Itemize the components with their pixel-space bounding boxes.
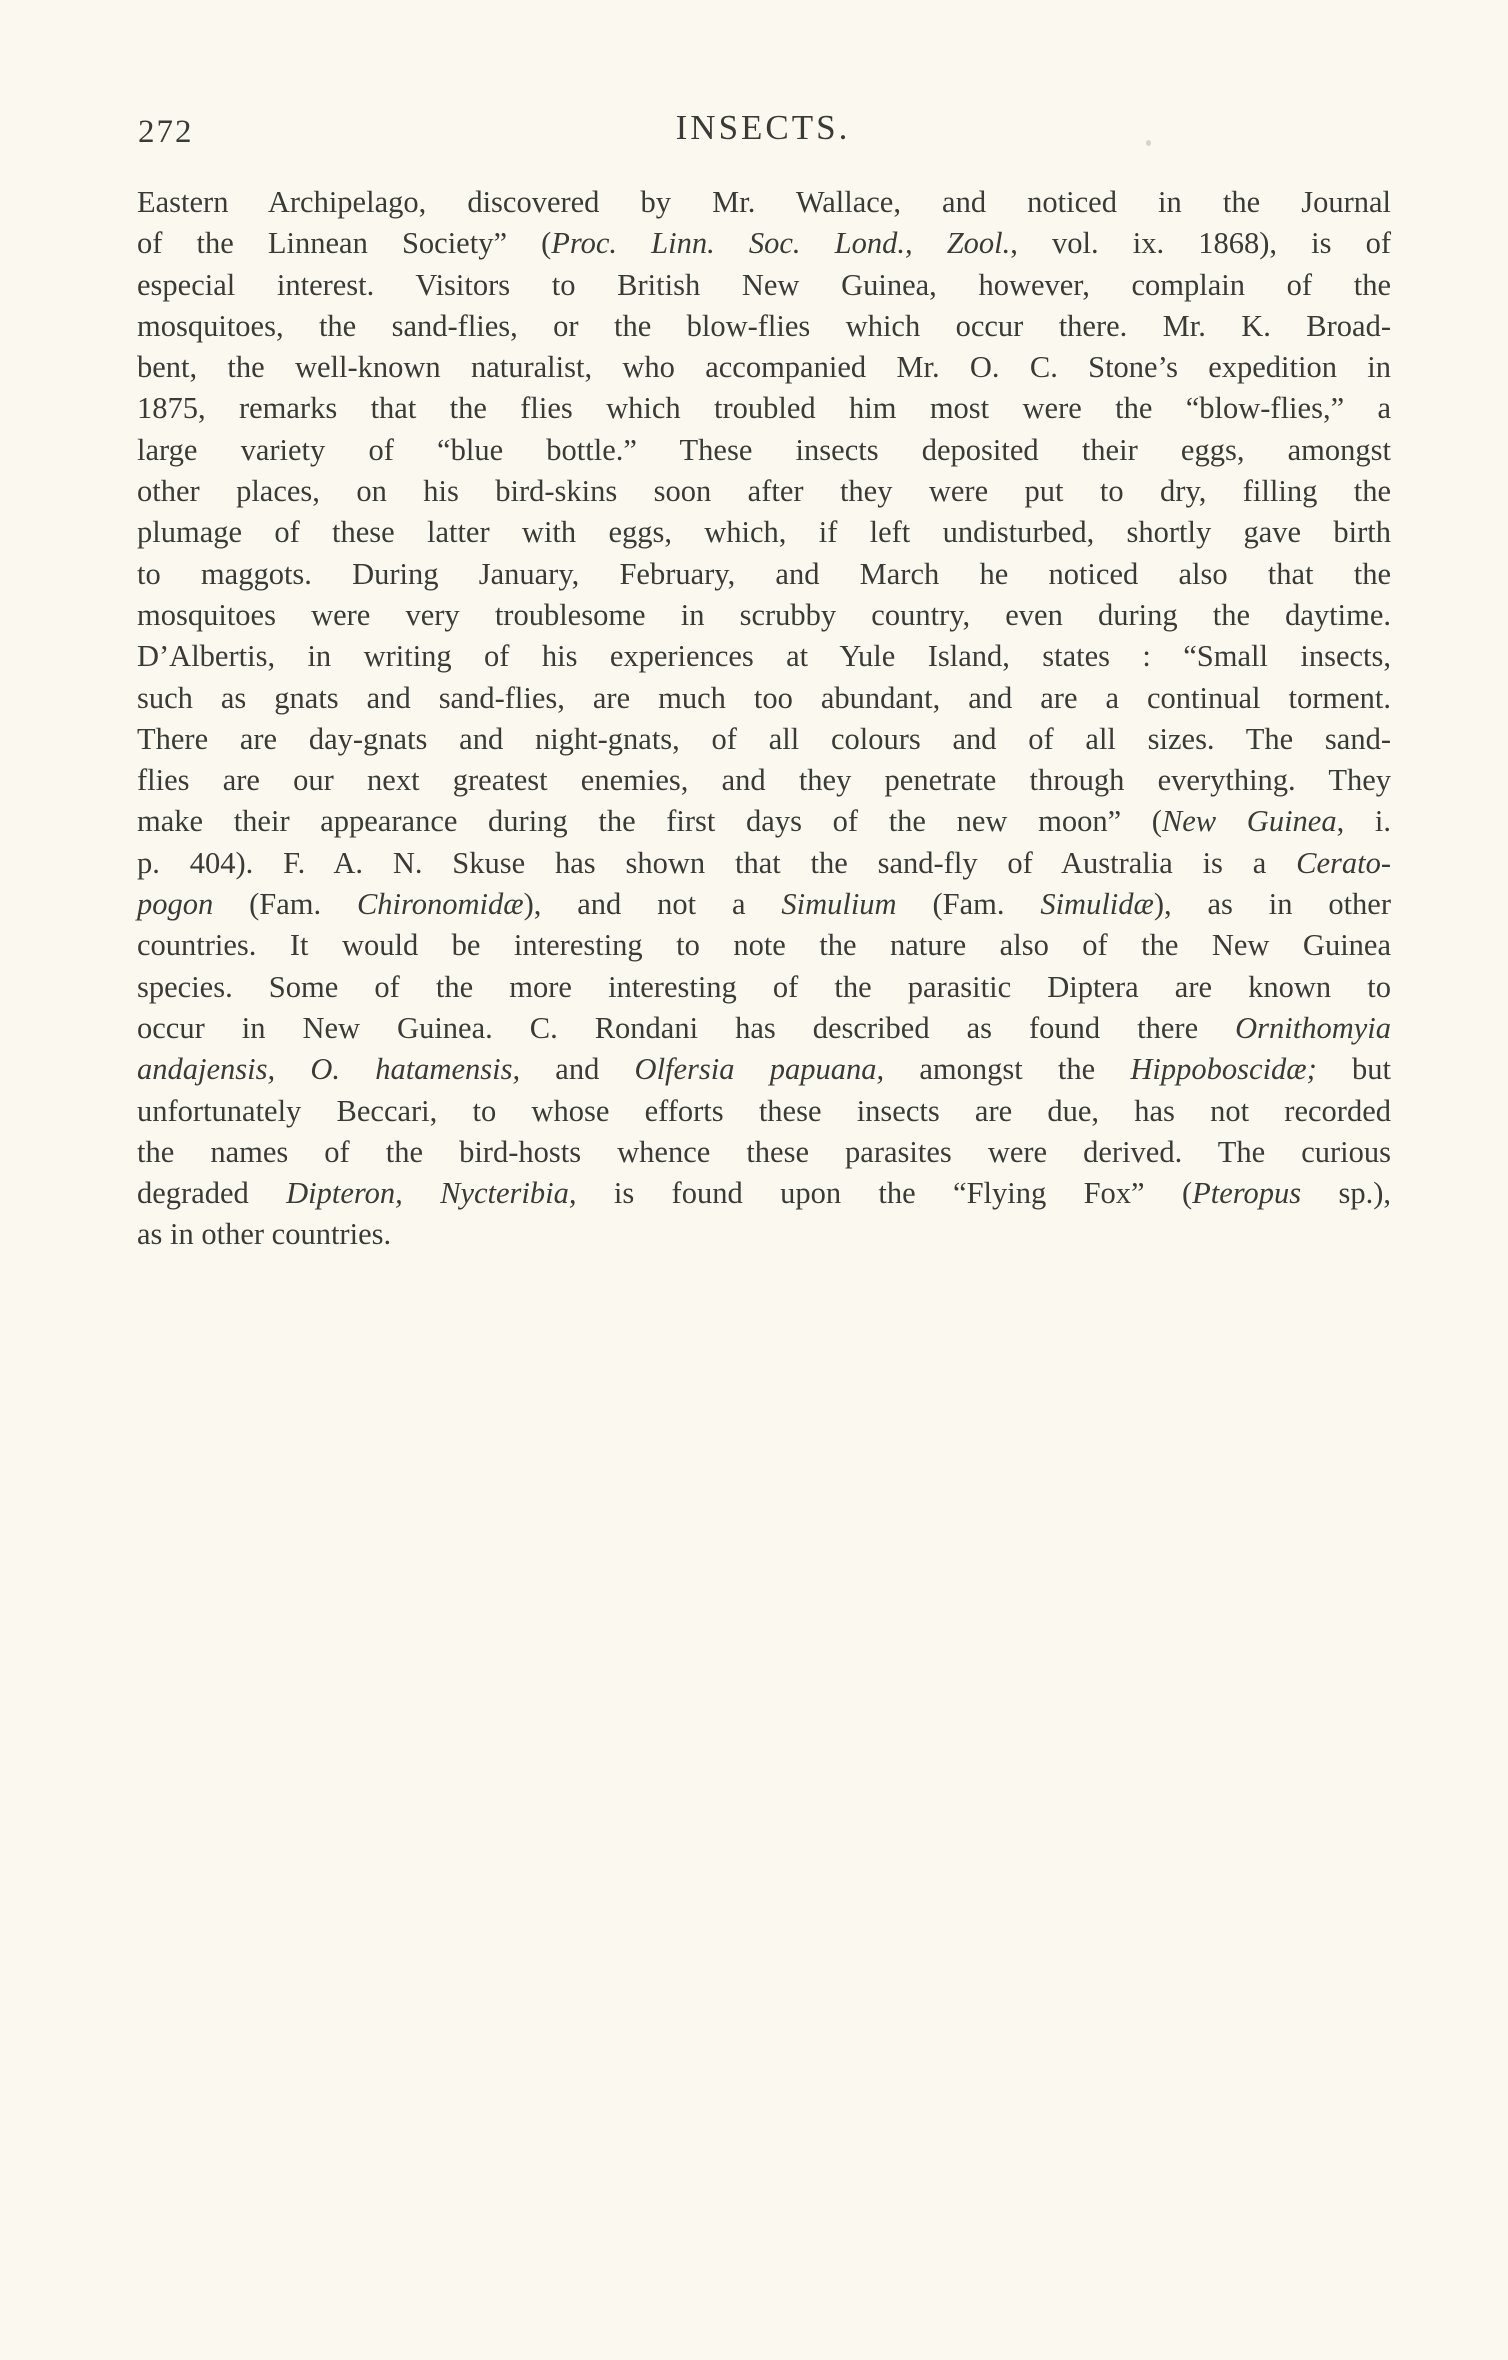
- text-line: [137, 388, 1391, 429]
- text-run: (Fam.: [896, 887, 1041, 922]
- text-run: sp.),: [1301, 1176, 1392, 1211]
- text-run: , vol. ix. 1868), is of: [1010, 226, 1391, 261]
- text-run: 1875, remarks that the flies which troubled him most were the “blow-flies,” a: [137, 391, 1391, 426]
- italic-text-run: Simulium: [781, 887, 897, 922]
- text-run: especial interest. Visitors to British New Guinea, however, complain of the: [137, 267, 1391, 302]
- italic-text-run: Ornithomyia: [1235, 1010, 1391, 1045]
- text-run: as in other countries.: [137, 1217, 392, 1252]
- text-run: the names of the bird-hosts whence these parasites were derived. The curious: [137, 1134, 1391, 1169]
- text-line: [137, 678, 1391, 719]
- text-run: ), as in other: [1153, 887, 1391, 922]
- text-line: [137, 1173, 1391, 1214]
- text-line: [137, 760, 1391, 801]
- text-run: amongst the: [884, 1052, 1131, 1087]
- text-run: and: [520, 1052, 635, 1087]
- italic-text-run: Simulidæ: [1040, 887, 1154, 922]
- text-line: [137, 554, 1391, 595]
- text-run: to maggots. During January, February, and March he noticed also that the: [137, 556, 1391, 591]
- text-run: ), and not a: [523, 887, 782, 922]
- italic-text-run: Proc. Linn. Soc. Lond., Zool.: [551, 226, 1011, 261]
- text-run: D’Albertis, in writing of his experiences at Yule Island, states : “Small insects,: [137, 639, 1391, 674]
- italic-text-run: Hippoboscidæ;: [1130, 1052, 1317, 1087]
- text-run: Eastern Archipelago, discovered by Mr. Wallace, and noticed in the Journal: [137, 185, 1391, 219]
- text-line: [137, 471, 1391, 512]
- text-line: [137, 967, 1391, 1008]
- text-run: other places, on his bird-skins soon after they were put to dry, filling the: [137, 474, 1391, 509]
- italic-text-run: Dipteron, Nycteribia,: [286, 1176, 577, 1211]
- text-run: of the Linnean Society” (: [137, 226, 552, 261]
- italic-text-run: Olfersia papuana,: [634, 1052, 885, 1087]
- running-title: INSECTS.: [675, 108, 851, 147]
- text-line: [137, 1008, 1391, 1049]
- text-run: mosquitoes were very troublesome in scrubby country, even during the daytime.: [137, 597, 1391, 632]
- text-line: [137, 182, 1391, 223]
- text-line: [137, 801, 1391, 842]
- text-run: mosquitoes, the sand-flies, or the blow-flies which occur there. Mr. K. Broad-: [137, 308, 1391, 343]
- text-run: is found upon the “Flying Fox” (: [576, 1176, 1193, 1211]
- text-line: [137, 512, 1391, 553]
- text-run: degraded: [137, 1176, 287, 1211]
- paper-speck: [1146, 140, 1151, 146]
- text-line: [137, 595, 1391, 636]
- text-run: countries. It would be interesting to note the nature also of the New Guinea: [137, 928, 1391, 963]
- text-run: flies are our next greatest enemies, and they penetrate through everything. They: [137, 763, 1391, 798]
- text-line: [137, 925, 1391, 966]
- text-line: [137, 719, 1391, 760]
- text-line: [137, 306, 1391, 347]
- text-run: (Fam.: [213, 887, 357, 922]
- text-run: p. 404). F. A. N. Skuse has shown that the sand-fly of Australia is a: [137, 845, 1297, 880]
- text-line: [137, 223, 1391, 264]
- text-line: [137, 843, 1391, 884]
- text-line: [137, 1214, 1391, 1255]
- italic-text-run: Chironomidæ: [356, 887, 524, 922]
- italic-text-run: pogon: [137, 887, 214, 922]
- text-run: but: [1316, 1052, 1391, 1087]
- italic-text-run: andajensis, O. hatamensis,: [137, 1052, 521, 1087]
- italic-text-run: Pteropus: [1192, 1176, 1302, 1211]
- text-run: There are day-gnats and night-gnats, of all colours and of all sizes. The sand-: [137, 721, 1391, 756]
- text-run: species. Some of the more interesting of the parasitic Diptera are known to: [137, 969, 1391, 1004]
- text-run: large variety of “blue bottle.” These insects deposited their eggs, amongst: [137, 432, 1391, 467]
- text-run: unfortunately Beccari, to whose efforts these insects are due, has not recorded: [137, 1093, 1391, 1128]
- text-line: [137, 265, 1391, 306]
- running-head: [138, 108, 1388, 158]
- text-line: [137, 430, 1391, 471]
- text-run: make their appearance during the first days of the new moon” (: [137, 804, 1162, 839]
- text-line: [137, 884, 1391, 925]
- italic-text-run: Cerato-: [1296, 845, 1391, 880]
- text-line: [137, 636, 1391, 677]
- text-run: plumage of these latter with eggs, which, if left undisturbed, shortly gave birth: [137, 515, 1391, 550]
- text-run: such as gnats and sand-flies, are much too abundant, and are a continual torment.: [137, 680, 1391, 715]
- italic-text-run: New Guinea: [1161, 804, 1337, 839]
- text-line: [137, 1049, 1391, 1090]
- text-line: [137, 347, 1391, 388]
- text-run: , i.: [1336, 804, 1391, 839]
- text-run: bent, the well-known naturalist, who accompanied Mr. O. C. Stone’s expedition in: [137, 350, 1391, 385]
- body-paragraph: [137, 182, 1391, 1256]
- text-line: [137, 1132, 1391, 1173]
- text-run: occur in New Guinea. C. Rondani has described as found there: [137, 1010, 1236, 1045]
- page-number: 272: [138, 114, 194, 150]
- text-line: [137, 1091, 1391, 1132]
